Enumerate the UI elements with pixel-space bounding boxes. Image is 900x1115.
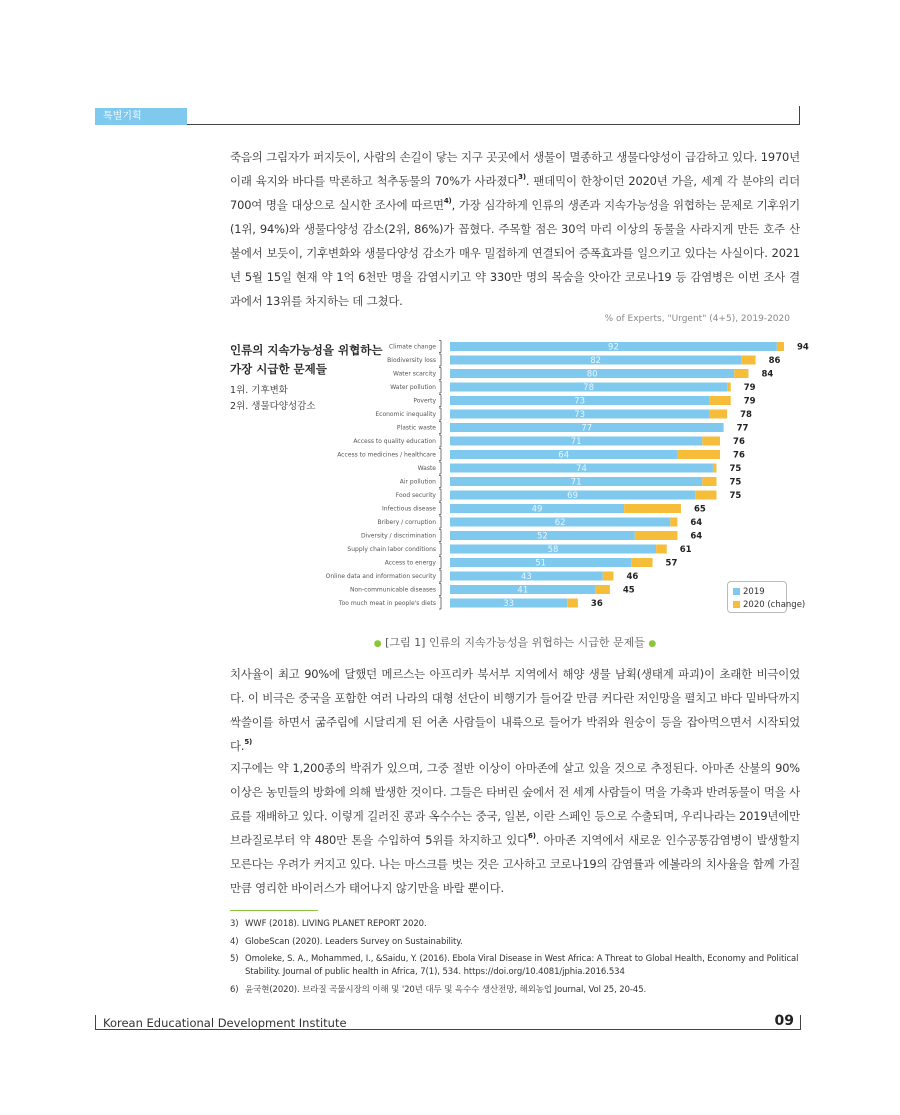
bar-2020-change: [567, 599, 578, 608]
data-label-2019: 51: [535, 558, 547, 569]
footnote-ref-6: 6): [527, 832, 536, 840]
category-label: Access to energy: [384, 559, 436, 567]
category-label: Air pollution: [399, 478, 436, 486]
footnote-ref-4: 4): [443, 197, 452, 205]
category-label: Biodiversity loss: [387, 357, 436, 364]
bar-2020-change: [631, 558, 652, 567]
page-number: 09: [774, 1013, 794, 1029]
data-label-total: 64: [690, 531, 703, 542]
footer-rule-start: [95, 1015, 96, 1030]
data-label-total: 78: [740, 410, 752, 420]
footnote-5: 5) Omoleke, S. A., Mohammed, I., &Saidu, Y. (2016). Ebola Viral Disease in West Africa: A Threat to Global Health, Economy and Political Stability. Journal of public health in Africa, 7(1), 534. https://doi.org/10.4081/jphia.2016.534: [230, 954, 799, 977]
bar-2020-change: [709, 396, 730, 405]
chart-caption: % of Experts, "Urgent" (4+5), 2019-2020: [604, 314, 790, 324]
bar-2020-change: [702, 477, 716, 486]
bar-2020-change: [741, 356, 755, 365]
category-label: Poverty: [413, 397, 436, 405]
footnote-ref-3: 3): [518, 173, 526, 181]
category-label: Climate change: [388, 343, 436, 351]
data-label-total: 45: [622, 585, 635, 596]
data-label-2019: 78: [583, 383, 594, 393]
footnote-ref-5: 5): [244, 738, 253, 746]
data-label-2019: 73: [574, 396, 586, 407]
data-label-2019: 74: [576, 464, 587, 474]
bar-2020-change: [709, 410, 727, 419]
data-label-total: 75: [729, 491, 742, 501]
data-label-total: 76: [733, 437, 745, 447]
category-label: Water scarcity: [393, 370, 436, 378]
category-label: Water pollution: [390, 384, 436, 391]
data-label-2019: 62: [554, 518, 566, 528]
footer-org: Korean Educational Development Institute: [103, 1016, 347, 1030]
footnote-3: 3) WWF (2018). LIVING PLANET REPORT 2020.: [230, 919, 427, 929]
category-label: Access to medicines / healthcare: [337, 451, 436, 459]
category-label: Plastic waste: [396, 424, 436, 432]
bar-2020-change: [734, 369, 748, 378]
bar-2020-change: [635, 531, 678, 540]
data-label-total: 65: [693, 504, 706, 515]
data-label-2019: 80: [586, 369, 598, 380]
category-label: Food security: [395, 492, 436, 499]
footnote-4: 4) GlobeScan (2020). Leaders Survey on Sustainability.: [230, 937, 463, 947]
header-rule-end: [799, 106, 800, 125]
category-label: Access to quality education: [353, 438, 436, 445]
data-label-total: 79: [743, 396, 756, 407]
data-label-total: 46: [626, 572, 639, 582]
data-label-total: 36: [590, 599, 603, 609]
bar-2020-change: [777, 342, 784, 351]
footnote-6: 6) 윤국현(2020). 브라질 곡물시장의 이해 및 '20년 대두 및 옥수수 생산전망, 해외농업 Journal, Vol 25, 20-45.: [230, 985, 647, 995]
bullet-icon: ●: [373, 639, 382, 649]
bar-2020-change: [727, 383, 731, 392]
data-label-2019: 64: [558, 450, 570, 461]
data-label-total: 77: [736, 423, 749, 434]
data-label-2019: 77: [581, 423, 593, 434]
category-label: Supply chain labor conditions: [347, 546, 436, 553]
figure-caption: ● [그림 1] 인류의 지속가능성을 위협하는 시급한 문제들 ●: [373, 636, 657, 649]
data-label-2019: 58: [547, 545, 559, 555]
bullet-icon: ●: [648, 639, 657, 649]
header-rule: [187, 124, 800, 125]
data-label-2019: 49: [531, 504, 543, 515]
data-label-total: 76: [733, 450, 745, 461]
bar-2020-change: [677, 450, 720, 459]
legend-item-2019: 2019: [733, 585, 781, 598]
data-label-total: 94: [797, 342, 809, 353]
data-label-2019: 52: [536, 531, 548, 542]
data-label-total: 79: [743, 383, 756, 393]
stacked-bar-chart: [325, 336, 809, 616]
data-label-2019: 82: [590, 356, 602, 366]
data-label-2019: 71: [570, 437, 582, 447]
category-label: Waste: [417, 465, 436, 472]
bar-2020-change: [702, 437, 720, 446]
category-label: Non-communicable diseases: [349, 586, 436, 594]
rank-1-note: 1위. 기후변화: [230, 385, 288, 396]
chart-side-title: 인류의 지속가능성을 위협하는 가장 시급한 문제들: [230, 343, 383, 376]
footer-rule-end: [800, 1015, 801, 1030]
paragraph-2: 치사율이 최고 90%에 달했던 메르스는 아프리카 북서부 지역에서 해양 생물 남획(생태계 파괴)이 초래한 비극이었다. 이 비극은 중국을 포함한 여러 나라의 대형 선단이 비행기가 들어갈 만큼 커다란 저인망을 펼치고 바다 밑바닥까지 싹쓸이를 하면서 굶주림에 시달리게 된 어촌 사람들이 내륙으로 들어가 박쥐와 원숭이 등을 잡아먹으면서 시작되었다.$^{5)}$: [230, 667, 800, 753]
data-label-total: 75: [729, 464, 742, 474]
category-label: Diversity / discrimination: [360, 532, 436, 540]
data-label-total: 86: [768, 356, 781, 366]
category-label: Bribery / corruption: [377, 519, 436, 526]
paragraph-1: 죽음의 그림자가 퍼지듯이, 사람의 손길이 닿는 지구 곳곳에서 생물이 멸종하고 생물다양성이 급감하고 있다. 1970년 이래 육지와 바다를 막론하고 척추동물의 70%가 사라졌다$^{3)}$. 팬데믹이 한창이던 2020년 가을, 세계 각 분야의 리더 700여 명을 대상으로 실시한 조사에 따르면$^{4)}$, 가장 심각하게 인류의 생존과 지속가능성을 위협하는 문제로 기후위기(1위, 94%)와 생물다양성 감소(2위, 86%)가 꼽혔다. 주목할 점은 30억 마리 이상의 동물을 사라지게 만든 호주 산불에서 보듯이, 기후변화와 생물다양성 감소가 매우 밀접하게 연결되어 증폭효과를 일으키고 있다는 사실이다. 2021년 5월 15일 현재 약 1억 6천만 명을 감염시키고 약 330만 명의 목숨을 앗아간 코로나19 등 감염병은 이번 조사 결과에서 13위를 차지하는 데 그쳤다.: [230, 150, 801, 308]
paragraph-3: 지구에는 약 1,200종의 박쥐가 있으며, 그중 절반 이상이 아마존에 살고 있을 것으로 추정된다. 아마존 산불의 90% 이상은 농민들의 방화에 의해 발생한 것이다. 그들은 타버린 숲에서 전 세계 사람들이 먹을 가축과 반려동물이 먹을 사료를 재배하고 있다. 이렇게 길러진 콩과 옥수수는 중국, 일본, 이란 스페인 등으로 수출되며, 우리나라는 2019년에만 브라질로부터 약 480만 톤을 수입하여 5위를 차지하고 있다$^{6)}$. 아마존 지역에서 새로운 인수공통감염병이 발생할지 모른다는 우려가 커지고 있다. 나는 마스크를 벗는 것은 고사하고 코로나19의 감염률과 에볼라의 치사율을 함께 가질 만큼 영리한 바이러스가 태어나지 않기만을 바랄 뿐이다.: [230, 761, 800, 895]
footnote-rule: [230, 910, 318, 911]
data-label-2019: 73: [574, 410, 586, 420]
chart-legend: [727, 581, 806, 613]
bar-2020-change: [713, 464, 717, 473]
data-label-2019: 41: [517, 585, 529, 596]
bar-2020-change: [656, 545, 667, 554]
category-label: Online data and information security: [325, 573, 436, 580]
data-label-total: 61: [679, 545, 692, 555]
data-label-2019: 33: [503, 599, 515, 609]
data-label-2019: 71: [570, 477, 582, 488]
data-label-2019: 92: [608, 342, 619, 353]
chart-side-notes: [230, 383, 316, 415]
section-tab: 특별기획: [95, 108, 187, 125]
bar-2020-change: [624, 504, 681, 513]
legend-item-2020: 2020 (change): [733, 598, 781, 611]
category-label: Too much meat in people's diets: [338, 600, 436, 607]
data-label-total: 75: [729, 477, 742, 488]
bar-2020-change: [695, 491, 716, 500]
category-label: Economic inequality: [375, 411, 436, 418]
data-label-2019: 43: [520, 572, 532, 582]
data-label-total: 64: [690, 518, 703, 528]
bar-2020-change: [603, 572, 614, 581]
data-label-2019: 69: [567, 491, 578, 501]
data-label-total: 57: [665, 558, 678, 569]
bar-2020-change: [596, 585, 610, 594]
category-label: Infectious disease: [382, 505, 436, 513]
bar-2020-change: [670, 518, 677, 527]
data-label-total: 84: [761, 369, 774, 380]
rank-2-note: 2위. 생물다양성감소: [230, 401, 316, 412]
legend-swatch-yellow: [733, 601, 740, 608]
legend-swatch-blue: [733, 588, 740, 595]
